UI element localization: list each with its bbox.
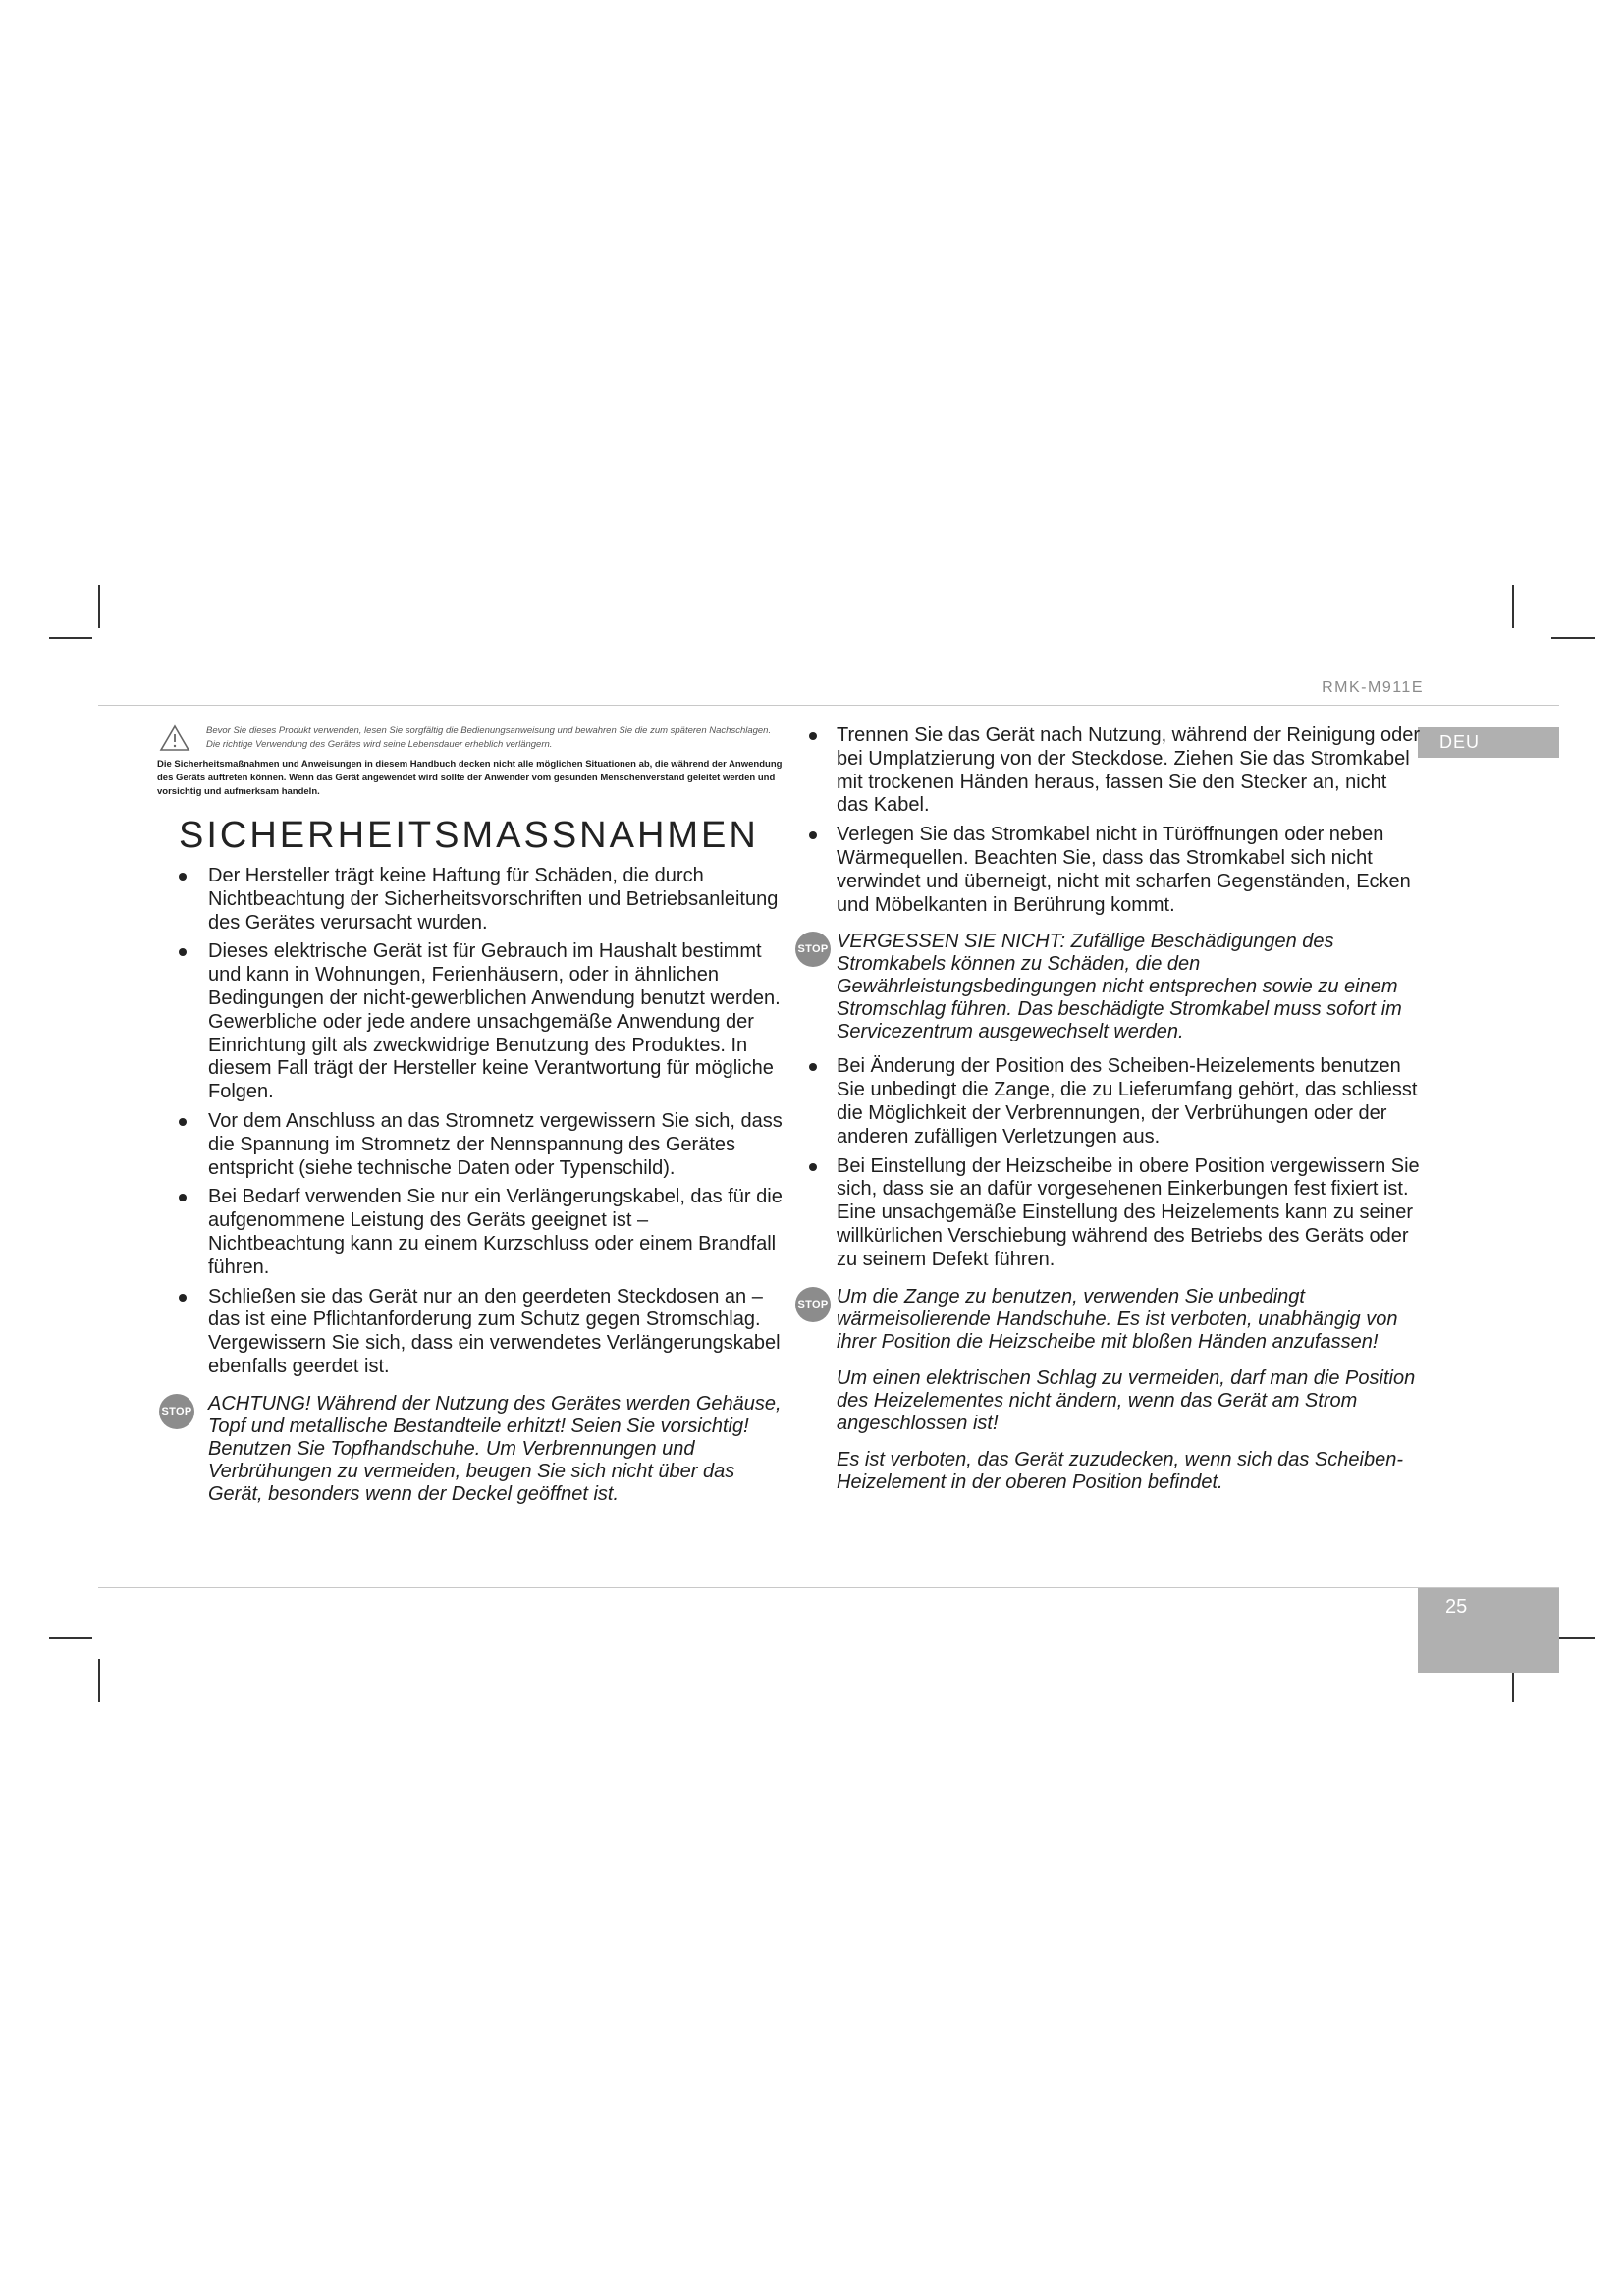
model-number: RMK-M911E bbox=[1322, 679, 1424, 696]
language-tab: DEU bbox=[1418, 727, 1559, 758]
list-item: Trennen Sie das Gerät nach Nutzung, während der Reinigung oder bei Umplatzierung von der Steckdose. Ziehen Sie das Stromkabel mit trockenen Händen heraus, fassen Sie den Stecker an, nicht das Kabel. bbox=[805, 724, 1424, 818]
bullet-dot-icon bbox=[179, 873, 187, 881]
list-item: Verlegen Sie das Stromkabel nicht in Türöffnungen oder neben Wärmequellen. Beachten Sie, dass das Stromkabel sich nicht verwindet und überneigt, nicht mit scharfen Gegenständen, Ecken und Möbelkanten in Berührung kommt. bbox=[805, 824, 1424, 917]
safety-list-left bbox=[157, 865, 785, 1379]
list-item: Schließen sie das Gerät nur an den geerdeten Steckdosen an – das ist eine Pflichtanforderung zum Schutz gegen Stromschlag. Vergewissern Sie sich, dass ein verwendetes Verlängerungskabel ebenfalls geerdet ist. bbox=[157, 1286, 785, 1379]
list-item: Bei Einstellung der Heizscheibe in obere Position vergewissern Sie sich, dass sie an dafür vorgesehenen Einkerbungen fest fixiert ist. Eine unsachgemäße Einstellung des Heizelements kann zu seiner willkürlichen Verschiebung während des Betriebs des Geräts oder zu seinem Defekt führen. bbox=[805, 1155, 1424, 1272]
stop-sign-icon: STOP bbox=[795, 1287, 831, 1322]
left-column bbox=[157, 724, 785, 1518]
bullet-dot-icon bbox=[179, 1118, 187, 1126]
stop-warning bbox=[157, 1393, 785, 1506]
bullet-dot-icon bbox=[179, 1194, 187, 1201]
stop-warning-text: VERGESSEN SIE NICHT: Zufällige Beschädigungen des Stromkabels können zu Schäden, die den Gewährleistungsbedingungen nicht entsprechen sowie zu einem Stromschlag führen. Das beschädigte Stromkabel muss sofort im Servicezentrum ausgewechselt werden. bbox=[837, 931, 1402, 1043]
right-column bbox=[797, 724, 1424, 1494]
crop-mark bbox=[98, 1659, 100, 1702]
stop-warning bbox=[797, 1285, 1424, 1354]
bullet-dot-icon bbox=[809, 831, 817, 839]
crop-mark bbox=[49, 637, 92, 639]
bullet-dot-icon bbox=[179, 1294, 187, 1302]
page-number: 25 bbox=[1418, 1588, 1559, 1673]
note-text: Es ist verboten, das Gerät zuzudecken, wenn sich das Scheiben-Heizelement in der oberen Position befindet. bbox=[837, 1448, 1403, 1493]
list-item: Der Hersteller trägt keine Haftung für Schäden, die durch Nichtbeachtung der Sicherheitsvorschriften und Betriebsanleitung des Gerätes verursacht wurden. bbox=[157, 865, 785, 934]
list-item: Bei Änderung der Position des Scheiben-Heizelements benutzen Sie unbedingt die Zange, die zu Lieferumfang gehört, das schliesst die Möglichkeit der Verbrennungen, der Verbrühungen oder der anderen zufälligen Verletzungen aus. bbox=[805, 1055, 1424, 1148]
bullet-dot-icon bbox=[809, 1163, 817, 1171]
stop-sign-icon: STOP bbox=[159, 1394, 194, 1429]
stop-warning-text: Um die Zange zu benutzen, verwenden Sie unbedingt wärmeisolierende Handschuhe. Es ist verboten, unabhängig von ihrer Position die Heizscheibe mit bloßen Händen anzufassen! bbox=[837, 1285, 1398, 1353]
list-item: Bei Bedarf verwenden Sie nur ein Verlängerungskabel, das für die aufgenommene Leistung des Geräts geeignet ist – Nichtbeachtung kann zu einem Kurzschluss oder einem Brandfall führen. bbox=[157, 1186, 785, 1279]
list-item: Dieses elektrische Gerät ist für Gebrauch im Haushalt bestimmt und kann in Wohnungen, Ferienhäusern, oder in ähnlichen Bedingungen der nicht-gewerblichen Anwendung benutzt werden. Gewerbliche oder jede andere unsachgemäße Anwendung der Einrichtung gilt als zweckwidrige Benutzung des Produktes. In diesem Fall trägt der Hersteller keine Verantwortung für mögliche Folgen. bbox=[157, 940, 785, 1104]
footer-divider bbox=[98, 1587, 1559, 1588]
crop-mark bbox=[49, 1637, 92, 1639]
list-item: Vor dem Anschluss an das Stromnetz vergewissern Sie sich, dass die Spannung im Stromnetz der Nennspannung des Gerätes entspricht (siehe technische Daten oder Typenschild). bbox=[157, 1110, 785, 1180]
intro-disclaimer: Die Sicherheitsmaßnahmen und Anweisungen in diesem Handbuch decken nicht alle möglichen Situationen ab, die während der Anwendung des Geräts auftreten können. Wenn das Gerät angewendet wird sollte der Anwender vom gesunden Menschenverstand geleitet werden und vorsichtig und aufmerksam handeln. bbox=[157, 759, 783, 797]
bullet-dot-icon bbox=[179, 948, 187, 956]
page-title: SICHERHEITSMASSNAHMEN bbox=[179, 815, 759, 856]
stop-sign-icon: STOP bbox=[795, 932, 831, 967]
bullet-dot-icon bbox=[809, 732, 817, 740]
warning-triangle-icon bbox=[159, 724, 190, 752]
stop-warning bbox=[797, 931, 1424, 1043]
crop-mark bbox=[98, 585, 100, 628]
stop-warning-text: ACHTUNG! Während der Nutzung des Gerätes werden Gehäuse, Topf und metallische Bestandteile erhitzt! Seien Sie vorsichtig! Benutzen Sie Topfhandschuhe. Um Verbrennungen und Verbrühungen zu vermeiden, beugen Sie sich nicht über das Gerät, besonders wenn der Deckel geöffnet ist. bbox=[208, 1392, 782, 1505]
note-text: Um einen elektrischen Schlag zu vermeiden, darf man die Position des Heizelementes nicht ändern, wenn das Gerät am Strom angeschlossen ist! bbox=[837, 1366, 1416, 1434]
bullet-dot-icon bbox=[809, 1063, 817, 1071]
intro-note bbox=[157, 724, 785, 752]
safety-list-right-2 bbox=[805, 1055, 1424, 1271]
intro-warning-text: Bevor Sie dieses Produkt verwenden, lesen Sie sorgfältig die Bedienungsanweisung und bewahren Sie die zum späteren Nachschlagen. Die richtige Verwendung des Gerätes wird seine Lebensdauer erheblich verlängern. bbox=[206, 725, 772, 750]
safety-list-right-1 bbox=[805, 724, 1424, 917]
header-divider bbox=[98, 705, 1559, 706]
crop-mark bbox=[1551, 637, 1595, 639]
crop-mark bbox=[1512, 585, 1514, 628]
